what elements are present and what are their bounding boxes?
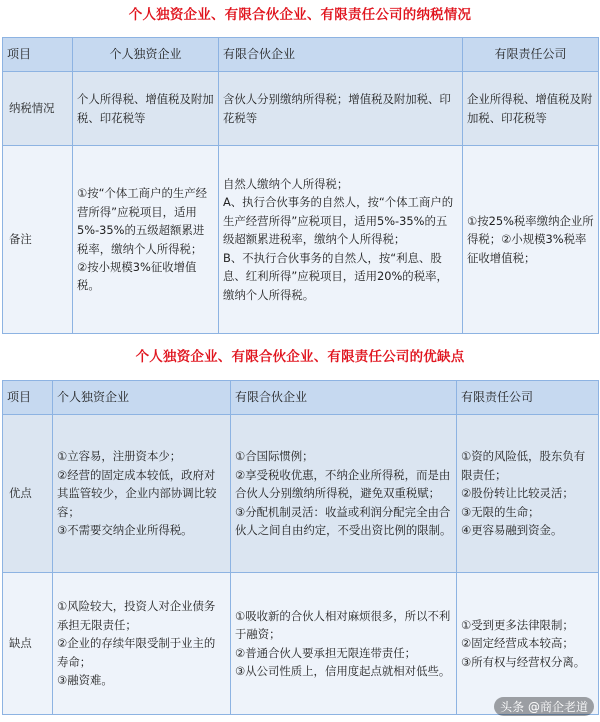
cell-line: B、不执行合伙事务的自然人，按“利息、股息、红利所得”应税项目，适用20%的税率，缴纳个人所得税。 xyxy=(223,250,448,302)
table-cell xyxy=(463,72,599,146)
pros-cons-table-header xyxy=(3,381,599,415)
cell-line: 企业所得税、增值税及附加税、印花税等 xyxy=(467,92,593,125)
header-item: 项目 xyxy=(3,381,53,415)
cell-line: ②企业的存续年限受制于业主的寿命； xyxy=(57,636,216,669)
cell-line: ②普通合伙人要承担无限连带责任； xyxy=(235,645,417,660)
cell-line: ②经营的固定成本较低，政府对其监管较少，企业内部协调比较容； xyxy=(57,467,217,519)
table-cell xyxy=(231,573,457,715)
row-label: 备注 xyxy=(3,146,73,334)
cell-line: ②按小规模3%征收增值税。 xyxy=(77,259,197,293)
section2-title: 个人独资企业、有限合伙企业、有限责任公司的优缺点 xyxy=(135,349,465,365)
table-row xyxy=(3,146,599,334)
section1-title: 个人独资企业、有限合伙企业、有限责任公司的纳税情况 xyxy=(128,7,472,23)
cell-line: ①风险较大，投资人对企业债务承担无限责任； xyxy=(57,599,216,632)
table-cell xyxy=(457,415,599,573)
table-cell xyxy=(73,72,219,146)
table-row xyxy=(3,415,599,573)
row-label: 优点 xyxy=(3,415,53,573)
cell-line: ①资的风险低，股东负有限责任； xyxy=(461,449,586,482)
cell-line: ③无限的生命； xyxy=(461,504,540,519)
cell-line: ①吸收新的合伙人相对麻烦很多，所以不利于融资； xyxy=(235,608,451,642)
cell-line: ②享受税收优惠，不纳企业所得税，而是由合伙人分别缴纳所得税，避免双重税赋； xyxy=(235,467,451,501)
cell-line: ①立容易，注册资本少； xyxy=(57,449,182,464)
table-cell xyxy=(53,573,231,715)
table-cell xyxy=(231,415,457,573)
cell-line: 含伙人分别缴纳所得税；增值税及附加税、印花税等 xyxy=(223,92,451,125)
table-cell xyxy=(457,573,599,715)
row-label: 缺点 xyxy=(3,573,53,715)
header-sole-proprietorship: 个人独资企业 xyxy=(53,381,231,415)
pros-cons-table xyxy=(2,380,599,715)
cell-line: ③从公司性质上，信用度起点就相对低些。 xyxy=(235,663,451,678)
cell-line: A、执行合伙事务的自然人，按“个体工商户的生产经营所得”应税项目，适用5%-35%的五级超额累进税率，缴纳个人所得税； xyxy=(223,195,454,247)
row-label: 纳税情况 xyxy=(3,72,73,146)
header-sole-proprietorship: 个人独资企业 xyxy=(73,38,219,72)
table-cell xyxy=(73,146,219,334)
table-row xyxy=(3,573,599,715)
cell-line: ③所有权与经营权分离。 xyxy=(461,654,586,669)
cell-line: 个人所得税、增值税及附加税、印花税等 xyxy=(77,92,214,125)
header-llc: 有限责任公司 xyxy=(463,38,599,72)
tax-table xyxy=(2,37,599,334)
header-item: 项目 xyxy=(3,38,73,72)
cell-line: ④更容易融到资金。 xyxy=(461,523,563,538)
table-cell xyxy=(219,146,463,334)
table-cell xyxy=(219,72,463,146)
cell-line: ①合国际惯例； xyxy=(235,449,314,464)
table-cell xyxy=(53,415,231,573)
cell-line: ③分配机制灵活：收益或利润分配完全由合伙人之间自由约定，不受出资比例的限制。 xyxy=(235,504,452,538)
header-limited-partnership: 有限合伙企业 xyxy=(231,381,457,415)
table-cell xyxy=(463,146,599,334)
cell-line: ②固定经营成本较高； xyxy=(461,636,574,651)
cell-line: ①按25%税率缴纳企业所得税；②小规模3%税率征收增值税； xyxy=(467,213,594,265)
cell-line: ③不需要交纳企业所得税。 xyxy=(57,523,193,538)
watermark: 头条 @商企老道 xyxy=(494,697,594,716)
table-row xyxy=(3,72,599,146)
header-limited-partnership: 有限合伙企业 xyxy=(219,38,463,72)
cell-line: ①按“个体工商户的生产经营所得”应税项目，适用5%-35%的五级超额累进税率，缴纳个人所得税； xyxy=(77,186,208,256)
cell-line: 自然人缴纳个人所得税； xyxy=(223,176,349,191)
header-llc: 有限责任公司 xyxy=(457,381,599,415)
cell-line: ②股份转让比较灵活； xyxy=(461,486,574,501)
tax-table-header xyxy=(3,38,599,72)
cell-line: ③融资难。 xyxy=(57,673,113,688)
cell-line: ①受到更多法律限制； xyxy=(461,617,574,632)
